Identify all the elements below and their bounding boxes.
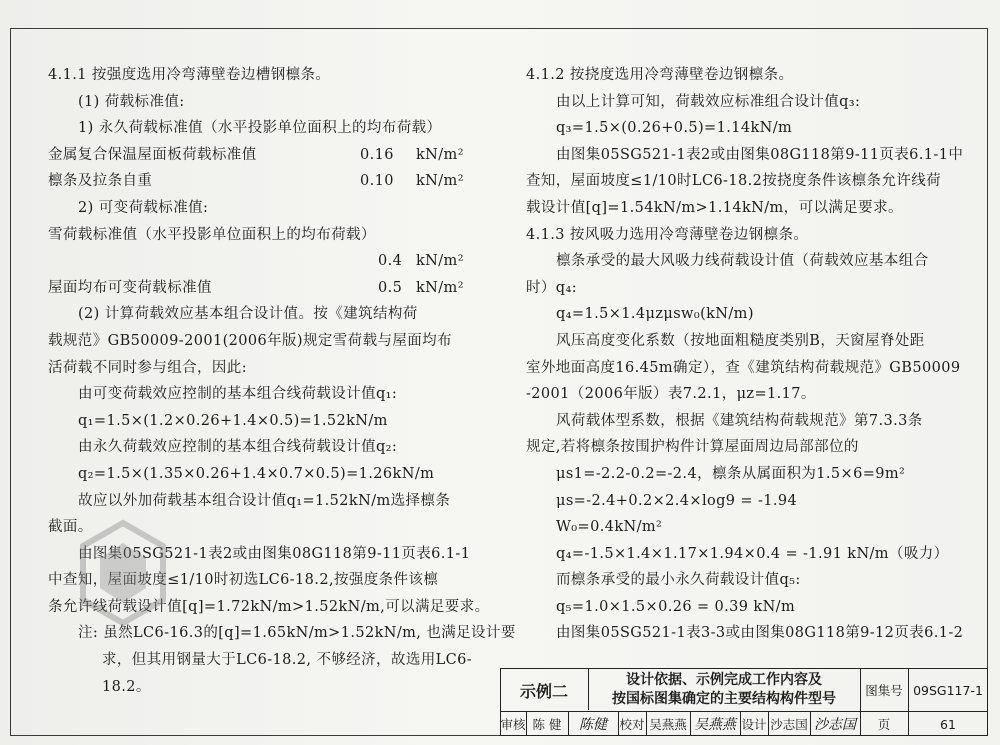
- text-line: 由图集05SG521-1表2或由图集08G118第9-11页表6.1-1中: [556, 146, 964, 163]
- note-line: 求，但其用钢量大于LC6-18.2, 不够经济，故选用LC6-: [102, 652, 473, 669]
- title-block: [500, 668, 988, 736]
- atlas-no: 09SG117-1: [913, 682, 983, 698]
- load-value: 0.10: [360, 173, 394, 190]
- section-heading-4-1-2: 4.1.2 按挠度选用冷弯薄壁卷边钢檩条。: [526, 67, 794, 83]
- text-line: 条允许线荷载设计值[q]=1.72kN/m>1.52kN/m,可以满足要求。: [48, 598, 490, 615]
- section-heading-4-1-3: 4.1.3 按风吸力选用冷弯薄壁卷边钢檩条。: [526, 226, 809, 243]
- formula-mu-s: μs=-2.4+0.2×2.4×log9 = -1.94: [556, 492, 798, 509]
- text-line: -2001（2006年版）表7.2.1，μz=1.17。: [526, 386, 816, 403]
- load-label: 屋面均布可变荷载标准值: [48, 279, 212, 296]
- text-line: 1) 永久荷载标准值（水平投影单位面积上的均布荷载）: [78, 120, 442, 137]
- page-number: 61: [940, 716, 956, 732]
- design-signature: 沙志国: [814, 717, 856, 733]
- watermark-logo: [78, 518, 168, 628]
- load-row: [48, 248, 488, 275]
- formula-q3: q₃=1.5×(0.26+0.5)=1.14kN/m: [556, 120, 793, 137]
- text-line: 查知，屋面坡度≤1/10时LC6-18.2按挠度条件该檩条允许线荷: [526, 173, 942, 190]
- load-unit: kN/m²: [416, 146, 464, 163]
- formula-q2: q₂=1.5×(1.35×0.26+1.4×0.7×0.5)=1.26kN/m: [78, 465, 435, 482]
- text-line: 而檩条承受的最小永久荷载设计值q₅:: [556, 572, 801, 589]
- check-label: 校对: [619, 717, 645, 732]
- load-unit: kN/m²: [416, 173, 464, 190]
- text-line: 时）q₄:: [526, 279, 577, 296]
- formula-w0: W₀=0.4kN/m²: [556, 519, 663, 536]
- load-unit: kN/m²: [416, 279, 464, 296]
- text-line: 截面。: [48, 519, 93, 536]
- text-line: 由以上计算可知，荷载效应标准组合设计值q₃:: [556, 93, 861, 110]
- text-line: 由图集05SG521-1表2或由图集08G118第9-11页表6.1-1: [78, 545, 471, 562]
- case-label: 示例二: [519, 681, 568, 701]
- section-heading-4-1-1: 4.1.1 按强度选用冷弯薄壁卷边槽钢檩条。: [48, 67, 331, 83]
- text-line: 雪荷载标准值（水平投影单位面积上的均布荷载）: [48, 226, 376, 243]
- formula-q5: q₅=1.0×1.5×0.26 = 0.39 kN/m: [556, 598, 796, 615]
- text-line: 载设计值[q]=1.54kN/m>1.14kN/m，可以满足要求。: [526, 199, 903, 216]
- review-name: 陈 健: [532, 717, 562, 732]
- load-label: 金属复合保温屋面板荷载标准值: [48, 146, 257, 163]
- check-signature: 吴燕燕: [694, 717, 736, 733]
- load-value: 0.4: [378, 253, 403, 270]
- formula-q4-result: q₄=-1.5×1.4×1.17×1.94×0.4 = -1.91 kN/m（吸力）: [556, 545, 949, 562]
- load-label: 檩条及拉条自重: [48, 173, 153, 190]
- note-line: 18.2。: [102, 678, 151, 695]
- load-row: [48, 168, 488, 195]
- note-line: 注: 虽然LC6-16.3的[q]=1.65kN/m>1.52kN/m, 也满足设计要: [78, 625, 516, 642]
- review-signature: 陈健: [579, 717, 607, 733]
- design-name: 沙志国: [770, 717, 808, 732]
- text-line: (1) 荷载标准值:: [78, 93, 185, 110]
- formula-mu-s1: μs1=-2.2-0.2=-2.4，檩条从属面积为1.5×6=9m²: [556, 465, 906, 482]
- load-value: 0.16: [360, 146, 394, 163]
- sheet-title-line2: 按国标图集确定的主要结构构件型号: [612, 691, 836, 707]
- review-label: 审核: [500, 717, 526, 732]
- text-line: 由可变荷载效应控制的基本组合线荷载设计值q₁:: [78, 386, 398, 403]
- text-line: 故应以外加荷载基本组合设计值q₁=1.52kN/m选择檩条: [78, 492, 451, 509]
- text-line: 风荷载体型系数，根据《建筑结构荷载规范》第7.3.3条: [556, 412, 923, 429]
- design-label: 设计: [741, 717, 767, 732]
- text-line: 风压高度变化系数（按地面粗糙度类别B，天窗屋脊处距: [556, 332, 925, 349]
- load-unit: kN/m²: [416, 253, 464, 270]
- text-line: 由永久荷载效应控制的基本组合线荷载设计值q₂:: [78, 439, 398, 456]
- text-line: 规定,若将檩条按围护构件计算屋面周边局部部位的: [526, 439, 859, 456]
- load-row: [48, 142, 488, 169]
- text-line: 2) 可变荷载标准值:: [78, 199, 209, 216]
- load-row: [48, 275, 488, 302]
- atlas-no-label: 图集号: [865, 683, 903, 698]
- text-line: 活荷载不同时参与组合，因此:: [48, 359, 247, 376]
- text-line: 檩条承受的最大风吸力线荷载设计值（荷载效应基本组合: [556, 253, 929, 270]
- text-line: 由图集05SG521-1表3-3或由图集08G118第9-12页表6.1-2: [556, 625, 964, 642]
- formula-q4: q₄=1.5×1.4μzμsw₀(kN/m): [556, 306, 754, 323]
- sheet-title: [588, 669, 860, 711]
- load-value: 0.5: [378, 279, 403, 296]
- right-column: [526, 62, 981, 647]
- sheet-title-line1: 设计依据、示例完成工作内容及: [626, 672, 822, 688]
- formula-q1: q₁=1.5×(1.2×0.26+1.4×0.5)=1.52kN/m: [78, 412, 388, 429]
- text-line: 室外地面高度16.45m确定），查《建筑结构荷载规范》GB50009: [526, 359, 961, 376]
- text-line: 载规范》GB50009-2001(2006年版)规定雪荷载与屋面均布: [48, 332, 452, 349]
- check-name: 吴燕燕: [649, 717, 687, 732]
- page-label: 页: [877, 717, 891, 732]
- text-line: 中查知，屋面坡度≤1/10时初选LC6-18.2,按强度条件该檩: [48, 572, 439, 589]
- text-line: (2) 计算荷载效应基本组合设计值。按《建筑结构荷: [78, 306, 418, 323]
